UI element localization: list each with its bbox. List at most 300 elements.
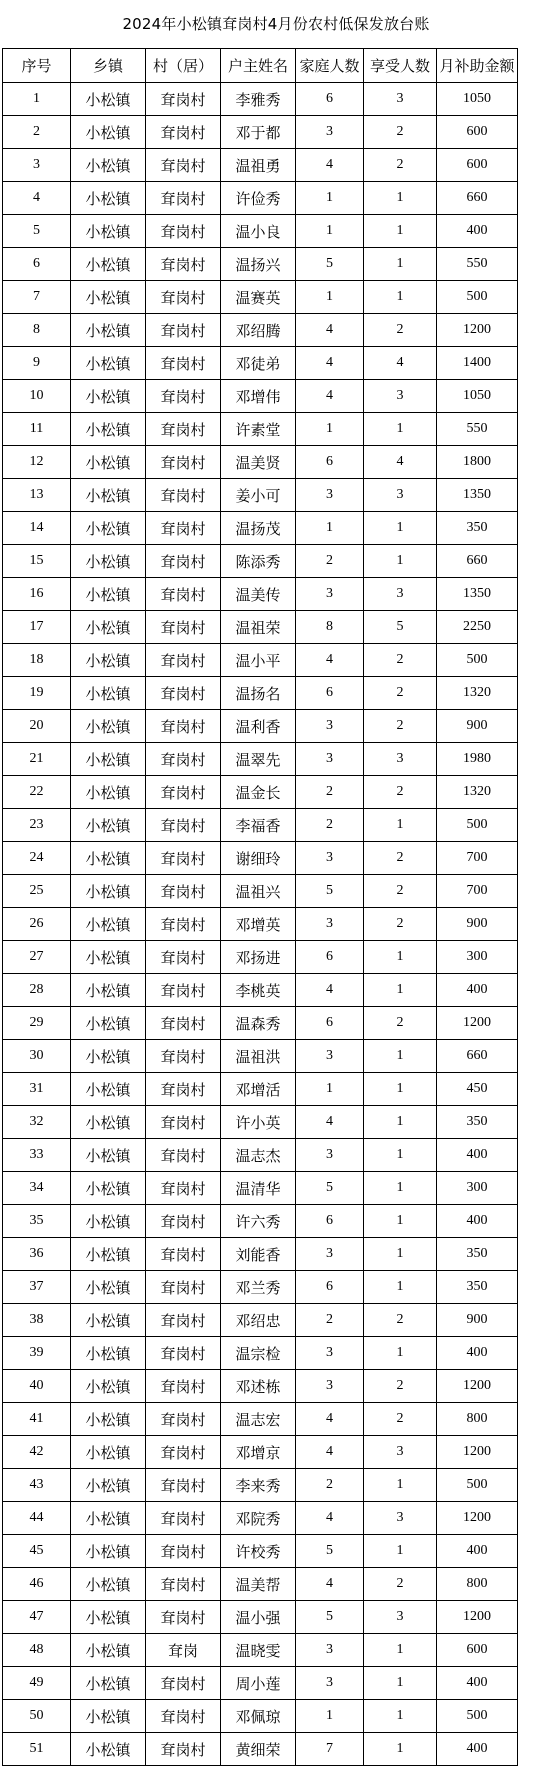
cell-monthly-amount: 1200 (437, 1007, 518, 1040)
cell-beneficiaries: 3 (364, 743, 437, 776)
cell-town: 小松镇 (71, 1073, 146, 1106)
cell-family-size: 1 (296, 413, 364, 446)
cell-serial: 23 (3, 809, 71, 842)
cell-family-size: 3 (296, 1337, 364, 1370)
cell-village: 耷岗村 (146, 1106, 221, 1139)
cell-town: 小松镇 (71, 413, 146, 446)
cell-serial: 45 (3, 1535, 71, 1568)
cell-householder: 温美传 (221, 578, 296, 611)
cell-serial: 38 (3, 1304, 71, 1337)
cell-monthly-amount: 1980 (437, 743, 518, 776)
cell-serial: 44 (3, 1502, 71, 1535)
table-row (3, 1502, 518, 1535)
cell-town: 小松镇 (71, 1337, 146, 1370)
cell-serial: 9 (3, 347, 71, 380)
cell-monthly-amount: 500 (437, 644, 518, 677)
cell-monthly-amount: 400 (437, 974, 518, 1007)
cell-village: 耷岗村 (146, 842, 221, 875)
cell-town: 小松镇 (71, 1403, 146, 1436)
cell-village: 耷岗村 (146, 1007, 221, 1040)
cell-family-size: 1 (296, 182, 364, 215)
cell-monthly-amount: 1320 (437, 677, 518, 710)
cell-town: 小松镇 (71, 776, 146, 809)
cell-beneficiaries: 1 (364, 809, 437, 842)
cell-monthly-amount: 350 (437, 1106, 518, 1139)
cell-town: 小松镇 (71, 347, 146, 380)
cell-beneficiaries: 1 (364, 248, 437, 281)
cell-family-size: 3 (296, 1238, 364, 1271)
cell-beneficiaries: 1 (364, 1271, 437, 1304)
cell-town: 小松镇 (71, 1469, 146, 1502)
cell-serial: 47 (3, 1601, 71, 1634)
cell-family-size: 5 (296, 1172, 364, 1205)
header-town: 乡镇 (71, 49, 146, 83)
cell-town: 小松镇 (71, 908, 146, 941)
cell-serial: 19 (3, 677, 71, 710)
cell-householder: 周小莲 (221, 1667, 296, 1700)
cell-monthly-amount: 350 (437, 1238, 518, 1271)
table-row (3, 743, 518, 776)
cell-village: 耷岗村 (146, 1535, 221, 1568)
cell-beneficiaries: 4 (364, 446, 437, 479)
table-row (3, 578, 518, 611)
cell-village: 耷岗村 (146, 83, 221, 116)
cell-beneficiaries: 2 (364, 1304, 437, 1337)
cell-householder: 温扬茂 (221, 512, 296, 545)
cell-monthly-amount: 900 (437, 710, 518, 743)
cell-serial: 24 (3, 842, 71, 875)
table-row (3, 1634, 518, 1667)
cell-village: 耷岗村 (146, 809, 221, 842)
header-row (3, 49, 518, 83)
cell-family-size: 3 (296, 743, 364, 776)
table-row (3, 1007, 518, 1040)
cell-householder: 邓述栋 (221, 1370, 296, 1403)
cell-monthly-amount: 350 (437, 512, 518, 545)
cell-beneficiaries: 2 (364, 149, 437, 182)
cell-householder: 温祖兴 (221, 875, 296, 908)
cell-monthly-amount: 400 (437, 1535, 518, 1568)
cell-family-size: 4 (296, 1106, 364, 1139)
cell-family-size: 2 (296, 1304, 364, 1337)
table-row (3, 1271, 518, 1304)
cell-beneficiaries: 3 (364, 83, 437, 116)
cell-town: 小松镇 (71, 611, 146, 644)
table-row (3, 413, 518, 446)
cell-monthly-amount: 1400 (437, 347, 518, 380)
cell-householder: 邓徒弟 (221, 347, 296, 380)
cell-householder: 陈添秀 (221, 545, 296, 578)
cell-village: 耷岗村 (146, 644, 221, 677)
cell-monthly-amount: 800 (437, 1403, 518, 1436)
cell-family-size: 1 (296, 1073, 364, 1106)
table-row (3, 1469, 518, 1502)
cell-beneficiaries: 1 (364, 1700, 437, 1733)
header-householder: 户主姓名 (221, 49, 296, 83)
cell-village: 耷岗村 (146, 314, 221, 347)
cell-village: 耷岗村 (146, 116, 221, 149)
cell-village: 耷岗村 (146, 1436, 221, 1469)
table-row (3, 1106, 518, 1139)
cell-beneficiaries: 1 (364, 974, 437, 1007)
cell-monthly-amount: 300 (437, 1172, 518, 1205)
cell-serial: 8 (3, 314, 71, 347)
cell-family-size: 2 (296, 809, 364, 842)
cell-village: 耷岗村 (146, 1733, 221, 1766)
cell-householder: 李来秀 (221, 1469, 296, 1502)
cell-beneficiaries: 1 (364, 512, 437, 545)
cell-householder: 温翠先 (221, 743, 296, 776)
table-row (3, 545, 518, 578)
cell-town: 小松镇 (71, 1700, 146, 1733)
table-row (3, 182, 518, 215)
cell-serial: 1 (3, 83, 71, 116)
cell-serial: 2 (3, 116, 71, 149)
cell-village: 耷岗村 (146, 1667, 221, 1700)
cell-serial: 15 (3, 545, 71, 578)
cell-beneficiaries: 2 (364, 314, 437, 347)
table-row (3, 1535, 518, 1568)
cell-beneficiaries: 4 (364, 347, 437, 380)
cell-village: 耷岗村 (146, 677, 221, 710)
table-row (3, 776, 518, 809)
cell-family-size: 4 (296, 644, 364, 677)
cell-town: 小松镇 (71, 743, 146, 776)
cell-town: 小松镇 (71, 182, 146, 215)
cell-family-size: 3 (296, 1040, 364, 1073)
cell-family-size: 5 (296, 1601, 364, 1634)
cell-beneficiaries: 1 (364, 1634, 437, 1667)
cell-beneficiaries: 2 (364, 1568, 437, 1601)
cell-serial: 10 (3, 380, 71, 413)
table-row (3, 512, 518, 545)
table-row (3, 1403, 518, 1436)
cell-village: 耷岗村 (146, 1469, 221, 1502)
cell-serial: 3 (3, 149, 71, 182)
cell-village: 耷岗村 (146, 149, 221, 182)
table-row (3, 1601, 518, 1634)
cell-town: 小松镇 (71, 314, 146, 347)
cell-monthly-amount: 700 (437, 842, 518, 875)
cell-beneficiaries: 2 (364, 1403, 437, 1436)
cell-monthly-amount: 550 (437, 413, 518, 446)
cell-beneficiaries: 2 (364, 842, 437, 875)
table-row (3, 1073, 518, 1106)
cell-serial: 50 (3, 1700, 71, 1733)
cell-serial: 34 (3, 1172, 71, 1205)
cell-family-size: 1 (296, 281, 364, 314)
cell-monthly-amount: 300 (437, 941, 518, 974)
cell-monthly-amount: 400 (437, 1139, 518, 1172)
cell-village: 耷岗村 (146, 1370, 221, 1403)
cell-village: 耷岗村 (146, 182, 221, 215)
cell-householder: 许素堂 (221, 413, 296, 446)
table-row (3, 875, 518, 908)
table-row (3, 1700, 518, 1733)
cell-beneficiaries: 2 (364, 710, 437, 743)
cell-beneficiaries: 1 (364, 1073, 437, 1106)
cell-beneficiaries: 3 (364, 1601, 437, 1634)
cell-village: 耷岗村 (146, 776, 221, 809)
cell-family-size: 3 (296, 578, 364, 611)
table-row (3, 347, 518, 380)
cell-serial: 21 (3, 743, 71, 776)
cell-serial: 30 (3, 1040, 71, 1073)
cell-householder: 邓院秀 (221, 1502, 296, 1535)
cell-beneficiaries: 1 (364, 1106, 437, 1139)
cell-town: 小松镇 (71, 578, 146, 611)
cell-beneficiaries: 3 (364, 578, 437, 611)
cell-monthly-amount: 900 (437, 1304, 518, 1337)
cell-serial: 39 (3, 1337, 71, 1370)
cell-beneficiaries: 3 (364, 1436, 437, 1469)
cell-householder: 温宗检 (221, 1337, 296, 1370)
cell-householder: 温美帮 (221, 1568, 296, 1601)
table-row (3, 1304, 518, 1337)
table-row (3, 281, 518, 314)
cell-town: 小松镇 (71, 1106, 146, 1139)
cell-village: 耷岗村 (146, 1271, 221, 1304)
cell-family-size: 6 (296, 446, 364, 479)
cell-householder: 温扬兴 (221, 248, 296, 281)
cell-monthly-amount: 1050 (437, 83, 518, 116)
header-beneficiaries: 享受人数 (364, 49, 437, 83)
cell-householder: 许小英 (221, 1106, 296, 1139)
cell-town: 小松镇 (71, 1502, 146, 1535)
cell-serial: 29 (3, 1007, 71, 1040)
table-row (3, 314, 518, 347)
cell-village: 耷岗村 (146, 479, 221, 512)
table-row (3, 710, 518, 743)
table-row (3, 1733, 518, 1766)
cell-serial: 32 (3, 1106, 71, 1139)
cell-beneficiaries: 1 (364, 1469, 437, 1502)
cell-town: 小松镇 (71, 1370, 146, 1403)
cell-family-size: 6 (296, 1007, 364, 1040)
cell-beneficiaries: 1 (364, 281, 437, 314)
cell-family-size: 4 (296, 314, 364, 347)
cell-beneficiaries: 1 (364, 413, 437, 446)
cell-serial: 49 (3, 1667, 71, 1700)
cell-beneficiaries: 1 (364, 1205, 437, 1238)
cell-householder: 邓增伟 (221, 380, 296, 413)
cell-serial: 42 (3, 1436, 71, 1469)
cell-village: 耷岗村 (146, 1601, 221, 1634)
cell-serial: 18 (3, 644, 71, 677)
cell-householder: 温祖洪 (221, 1040, 296, 1073)
cell-monthly-amount: 660 (437, 1040, 518, 1073)
cell-beneficiaries: 2 (364, 776, 437, 809)
cell-serial: 14 (3, 512, 71, 545)
cell-town: 小松镇 (71, 1436, 146, 1469)
cell-village: 耷岗村 (146, 1568, 221, 1601)
cell-village: 耷岗村 (146, 974, 221, 1007)
cell-village: 耷岗村 (146, 545, 221, 578)
cell-town: 小松镇 (71, 1040, 146, 1073)
cell-village: 耷岗村 (146, 446, 221, 479)
cell-serial: 16 (3, 578, 71, 611)
table-row (3, 149, 518, 182)
cell-family-size: 1 (296, 1700, 364, 1733)
cell-householder: 温志杰 (221, 1139, 296, 1172)
cell-householder: 许俭秀 (221, 182, 296, 215)
cell-family-size: 3 (296, 842, 364, 875)
cell-beneficiaries: 2 (364, 1370, 437, 1403)
cell-householder: 温美贤 (221, 446, 296, 479)
cell-serial: 7 (3, 281, 71, 314)
cell-family-size: 3 (296, 479, 364, 512)
cell-monthly-amount: 1350 (437, 578, 518, 611)
cell-householder: 李桃英 (221, 974, 296, 1007)
cell-householder: 温清华 (221, 1172, 296, 1205)
cell-householder: 温金长 (221, 776, 296, 809)
cell-monthly-amount: 1200 (437, 1601, 518, 1634)
cell-householder: 邓兰秀 (221, 1271, 296, 1304)
cell-village: 耷岗村 (146, 1139, 221, 1172)
cell-town: 小松镇 (71, 1007, 146, 1040)
header-village: 村（居） (146, 49, 221, 83)
cell-householder: 许六秀 (221, 1205, 296, 1238)
cell-village: 耷岗村 (146, 743, 221, 776)
cell-householder: 温祖勇 (221, 149, 296, 182)
cell-family-size: 4 (296, 347, 364, 380)
cell-family-size: 3 (296, 908, 364, 941)
cell-serial: 4 (3, 182, 71, 215)
cell-town: 小松镇 (71, 842, 146, 875)
cell-family-size: 6 (296, 83, 364, 116)
cell-village: 耷岗村 (146, 611, 221, 644)
cell-village: 耷岗村 (146, 875, 221, 908)
cell-beneficiaries: 1 (364, 941, 437, 974)
cell-beneficiaries: 5 (364, 611, 437, 644)
cell-town: 小松镇 (71, 281, 146, 314)
cell-beneficiaries: 1 (364, 182, 437, 215)
cell-serial: 6 (3, 248, 71, 281)
cell-householder: 邓绍忠 (221, 1304, 296, 1337)
cell-town: 小松镇 (71, 710, 146, 743)
cell-village: 耷岗村 (146, 1205, 221, 1238)
cell-family-size: 4 (296, 1403, 364, 1436)
cell-householder: 邓佩琼 (221, 1700, 296, 1733)
table-row (3, 1568, 518, 1601)
table-row (3, 215, 518, 248)
cell-family-size: 5 (296, 1535, 364, 1568)
header-serial: 序号 (3, 49, 71, 83)
cell-monthly-amount: 400 (437, 1733, 518, 1766)
cell-village: 耷岗村 (146, 1304, 221, 1337)
cell-monthly-amount: 1200 (437, 1502, 518, 1535)
subsidy-ledger-table (2, 48, 518, 1766)
cell-family-size: 2 (296, 776, 364, 809)
cell-serial: 37 (3, 1271, 71, 1304)
cell-family-size: 5 (296, 875, 364, 908)
cell-beneficiaries: 1 (364, 545, 437, 578)
table-row (3, 1238, 518, 1271)
cell-householder: 谢细玲 (221, 842, 296, 875)
cell-village: 耷岗村 (146, 1040, 221, 1073)
cell-beneficiaries: 1 (364, 215, 437, 248)
cell-serial: 26 (3, 908, 71, 941)
cell-beneficiaries: 1 (364, 1238, 437, 1271)
cell-beneficiaries: 2 (364, 908, 437, 941)
cell-town: 小松镇 (71, 1634, 146, 1667)
cell-town: 小松镇 (71, 1535, 146, 1568)
cell-beneficiaries: 1 (364, 1535, 437, 1568)
cell-village: 耷岗村 (146, 1700, 221, 1733)
table-row (3, 380, 518, 413)
cell-family-size: 3 (296, 710, 364, 743)
cell-village: 耷岗 (146, 1634, 221, 1667)
cell-family-size: 3 (296, 116, 364, 149)
header-monthly-amount: 月补助金额 (437, 49, 518, 83)
table-row (3, 1205, 518, 1238)
table-row (3, 446, 518, 479)
cell-monthly-amount: 400 (437, 1667, 518, 1700)
cell-family-size: 4 (296, 1436, 364, 1469)
cell-beneficiaries: 3 (364, 1502, 437, 1535)
cell-householder: 温祖荣 (221, 611, 296, 644)
cell-village: 耷岗村 (146, 1403, 221, 1436)
cell-householder: 邓增活 (221, 1073, 296, 1106)
cell-beneficiaries: 1 (364, 1733, 437, 1766)
cell-monthly-amount: 350 (437, 1271, 518, 1304)
cell-serial: 33 (3, 1139, 71, 1172)
cell-family-size: 4 (296, 149, 364, 182)
table-row (3, 1337, 518, 1370)
table-row (3, 1172, 518, 1205)
cell-town: 小松镇 (71, 1238, 146, 1271)
cell-town: 小松镇 (71, 380, 146, 413)
cell-monthly-amount: 400 (437, 215, 518, 248)
cell-family-size: 6 (296, 677, 364, 710)
cell-town: 小松镇 (71, 941, 146, 974)
cell-householder: 邓于都 (221, 116, 296, 149)
cell-serial: 13 (3, 479, 71, 512)
cell-monthly-amount: 600 (437, 116, 518, 149)
table-row (3, 809, 518, 842)
cell-beneficiaries: 1 (364, 1337, 437, 1370)
cell-serial: 48 (3, 1634, 71, 1667)
cell-serial: 17 (3, 611, 71, 644)
cell-family-size: 6 (296, 1271, 364, 1304)
table-row (3, 116, 518, 149)
cell-monthly-amount: 660 (437, 545, 518, 578)
cell-family-size: 1 (296, 512, 364, 545)
cell-monthly-amount: 1200 (437, 1436, 518, 1469)
cell-village: 耷岗村 (146, 1238, 221, 1271)
cell-beneficiaries: 1 (364, 1172, 437, 1205)
cell-monthly-amount: 500 (437, 281, 518, 314)
table-body (3, 83, 518, 1766)
cell-householder: 温扬名 (221, 677, 296, 710)
cell-householder: 李福香 (221, 809, 296, 842)
cell-family-size: 4 (296, 380, 364, 413)
table-row (3, 611, 518, 644)
cell-householder: 邓增英 (221, 908, 296, 941)
cell-family-size: 4 (296, 974, 364, 1007)
cell-serial: 5 (3, 215, 71, 248)
cell-family-size: 3 (296, 1370, 364, 1403)
cell-householder: 邓扬进 (221, 941, 296, 974)
cell-family-size: 1 (296, 215, 364, 248)
cell-monthly-amount: 900 (437, 908, 518, 941)
cell-town: 小松镇 (71, 512, 146, 545)
cell-village: 耷岗村 (146, 347, 221, 380)
cell-family-size: 3 (296, 1139, 364, 1172)
cell-family-size: 7 (296, 1733, 364, 1766)
cell-monthly-amount: 800 (437, 1568, 518, 1601)
cell-town: 小松镇 (71, 215, 146, 248)
